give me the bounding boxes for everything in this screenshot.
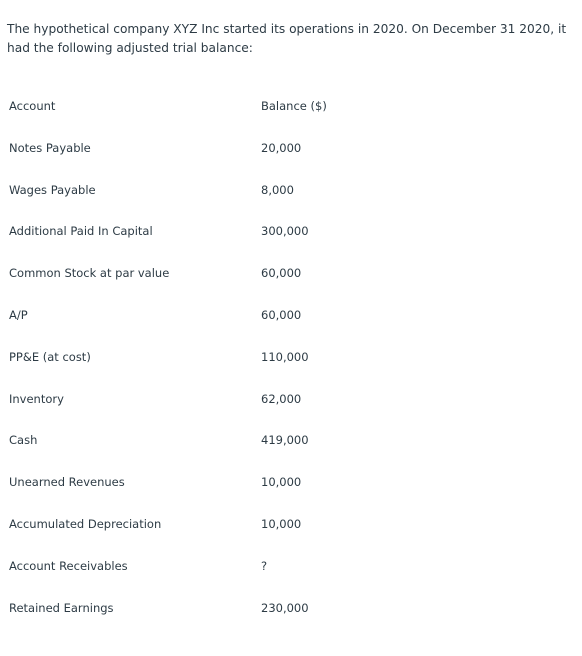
table-row <box>0 545 461 587</box>
account-cell: Notes Payable <box>9 140 91 155</box>
table-row <box>0 252 461 294</box>
balance-cell: 20,000 <box>261 140 302 155</box>
table-row <box>0 587 461 629</box>
account-cell: Cash <box>9 433 38 448</box>
balance-cell: 10,000 <box>261 475 302 490</box>
table-row <box>0 461 461 503</box>
account-cell: Account Receivables <box>9 558 128 573</box>
account-cell: Inventory <box>9 391 64 406</box>
balance-cell: 60,000 <box>261 266 302 281</box>
balance-cell: 110,000 <box>261 349 309 364</box>
table-row <box>0 378 461 420</box>
account-cell: A/P <box>9 308 28 323</box>
table-header-row <box>0 85 461 127</box>
balance-cell: 60,000 <box>261 308 302 323</box>
table-row <box>0 294 461 336</box>
balance-cell: 419,000 <box>261 433 309 448</box>
account-cell: Wages Payable <box>9 182 96 197</box>
balance-cell: 10,000 <box>261 517 302 532</box>
balance-cell: 8,000 <box>261 182 294 197</box>
balance-cell: 62,000 <box>261 391 302 406</box>
balance-column-header: Balance ($) <box>261 99 327 113</box>
table-row <box>0 169 461 211</box>
account-cell: Additional Paid In Capital <box>9 224 153 239</box>
balance-cell: ? <box>261 558 268 573</box>
table-row <box>0 503 461 545</box>
account-cell: Accumulated Depreciation <box>9 517 162 532</box>
account-cell: Unearned Revenues <box>9 475 125 490</box>
trial-balance-table <box>0 85 461 629</box>
account-cell: PP&E (at cost) <box>9 349 91 364</box>
table-row <box>0 127 461 169</box>
table-row <box>0 336 461 378</box>
balance-cell: 300,000 <box>261 224 309 239</box>
account-cell: Retained Earnings <box>9 600 114 615</box>
table-row <box>0 420 461 462</box>
account-cell: Common Stock at par value <box>9 266 170 281</box>
table-row <box>0 211 461 253</box>
account-column-header: Account <box>9 99 56 113</box>
balance-cell: 230,000 <box>261 600 309 615</box>
intro-paragraph: The hypothetical company XYZ Inc started its operations in 2020. On December 31 2020, it had the following adjusted trial balance: <box>7 22 567 56</box>
